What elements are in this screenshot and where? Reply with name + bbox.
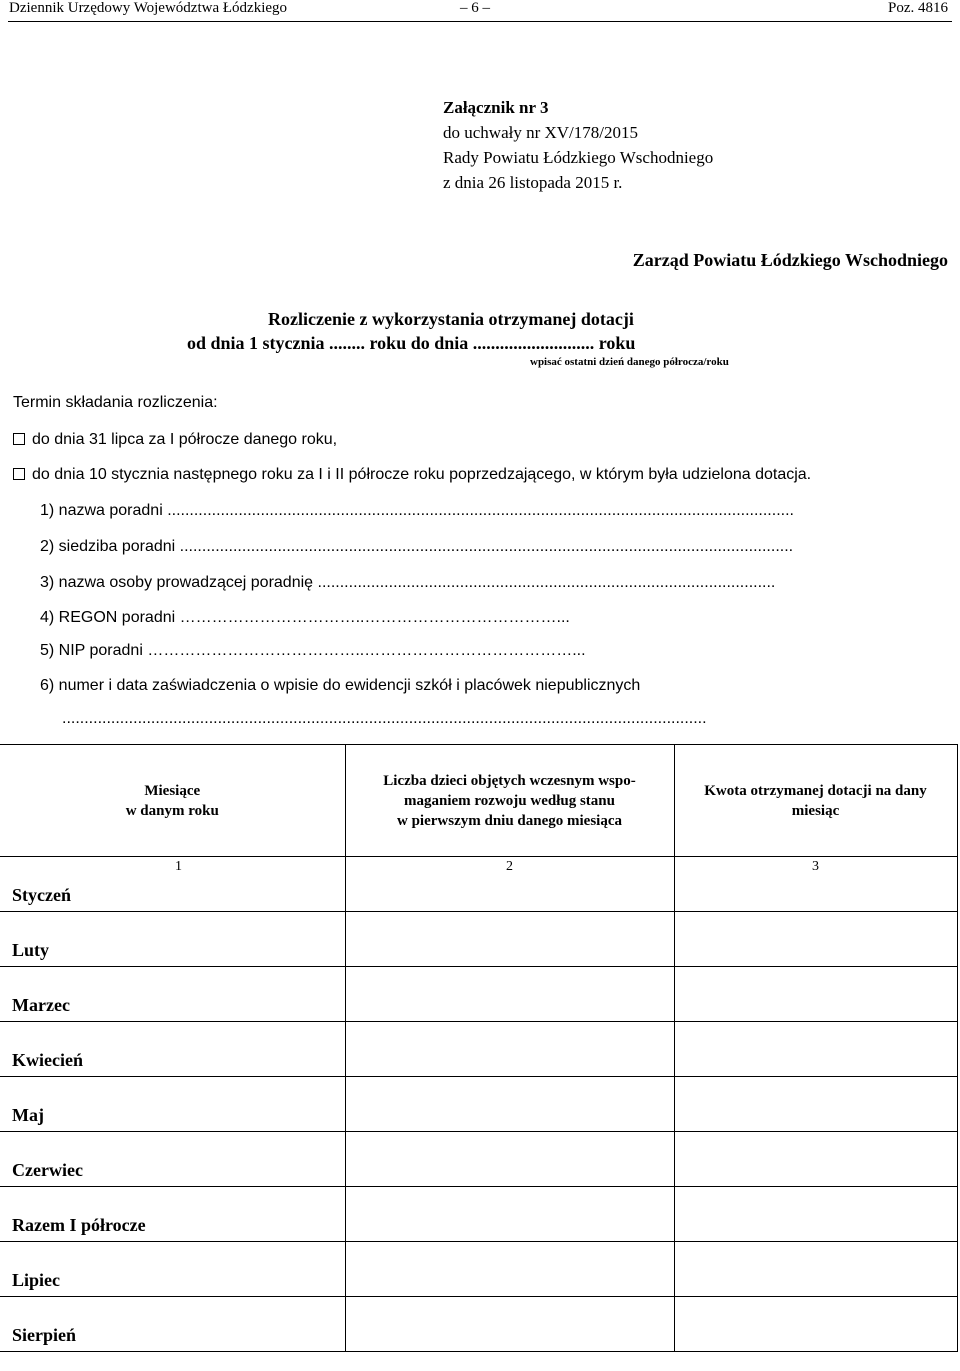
month-label: Luty xyxy=(0,912,345,967)
subsidy-amount-cell[interactable] xyxy=(674,1077,957,1132)
field-nip[interactable]: 5) NIP poradni …………………………………..…………………………………... xyxy=(40,642,586,659)
subsidy-amount-cell[interactable] xyxy=(674,967,957,1022)
subsidy-amount-cell[interactable] xyxy=(674,1242,957,1297)
header-children-count: Liczba dzieci objętych wczesnym wspo- maganiem rozwoju według stanu w pierwszym dniu danego miesiąca xyxy=(345,745,674,857)
children-count-cell[interactable] xyxy=(345,1022,674,1077)
header-position: Poz. 4816 xyxy=(888,0,948,16)
annex-date: z dnia 26 listopada 2015 r. xyxy=(443,173,623,192)
month-label: Lipiec xyxy=(0,1242,345,1297)
table-row xyxy=(0,1242,957,1297)
period-note: wpisać ostatni dzień danego półrocza/roku xyxy=(530,356,729,368)
column-number: 3 xyxy=(812,859,819,874)
settlement-title: Rozliczenie z wykorzystania otrzymanej dotacji xyxy=(268,309,634,329)
children-count-cell[interactable] xyxy=(345,1132,674,1187)
subsidy-amount-cell[interactable] xyxy=(674,1132,957,1187)
deadline-option-2-label: do dnia 10 stycznia następnego roku za I i II półrocze roku poprzedzającego, w którym była udzielona dotacja. xyxy=(32,466,812,483)
month-label: Razem I półrocze xyxy=(0,1187,345,1242)
month-label: Maj xyxy=(0,1077,345,1132)
field-registration-certificate: 6) numer i data zaświadczenia o wpisie do ewidencji szkół i placówek niepublicznych xyxy=(40,677,641,694)
column-number: 1 2 xyxy=(175,859,513,874)
subsidy-amount-cell[interactable] xyxy=(674,912,957,967)
children-count-cell[interactable] xyxy=(345,967,674,1022)
table-header-row xyxy=(0,745,957,857)
header-rule xyxy=(8,21,952,22)
field-clinic-seat[interactable]: 2) siedziba poradni .......................................................................................................................................... xyxy=(40,538,794,555)
field-operator-name[interactable]: 3) nazwa osoby prowadzącej poradnię ....................................................................................................... xyxy=(40,574,776,591)
children-count-cell[interactable] xyxy=(345,1297,674,1352)
children-count-cell[interactable] xyxy=(345,912,674,967)
checkbox-icon[interactable] xyxy=(13,433,25,445)
subsidy-amount-cell[interactable] xyxy=(674,857,957,912)
monthly-table-wrapper xyxy=(0,744,958,1352)
month-label: Kwiecień xyxy=(0,1022,345,1077)
addressee: Zarząd Powiatu Łódzkiego Wschodniego xyxy=(632,250,948,270)
field-regon[interactable]: 4) REGON poradni ……………………………..………………………………... xyxy=(40,609,570,626)
annex-title: Załącznik nr 3 xyxy=(443,98,549,117)
field-registration-certificate-dots[interactable]: ................................................................................................................................................. xyxy=(62,710,707,727)
settlement-period: od dnia 1 stycznia ........ roku do dnia ........................... roku xyxy=(187,333,636,353)
children-count-cell[interactable] xyxy=(345,1077,674,1132)
table-row xyxy=(0,1022,957,1077)
monthly-subsidy-table xyxy=(0,744,958,1352)
month-label: Czerwiec xyxy=(0,1132,345,1187)
header-journal-name: Dziennik Urzędowy Województwa Łódzkiego xyxy=(9,0,288,16)
children-count-cell[interactable] xyxy=(345,1187,674,1242)
deadline-option-1-label: do dnia 31 lipca za I półrocze danego roku, xyxy=(32,431,338,448)
deadline-heading: Termin składania rozliczenia: xyxy=(13,394,218,411)
children-count-cell[interactable] xyxy=(175,857,674,912)
checkbox-icon[interactable] xyxy=(13,468,25,480)
subsidy-amount-cell[interactable] xyxy=(674,1187,957,1242)
annex-resolution: do uchwały nr XV/178/2015 xyxy=(443,123,639,142)
header-months: Miesiące w danym roku xyxy=(0,745,345,857)
header-subsidy-amount: Kwota otrzymanej dotacji na dany miesiąc xyxy=(674,745,957,857)
table-row xyxy=(0,1187,957,1242)
table-row xyxy=(0,1077,957,1132)
subsidy-amount-cell[interactable] xyxy=(674,1297,957,1352)
table-row xyxy=(0,1132,957,1187)
month-label: Marzec xyxy=(0,967,345,1022)
table-row xyxy=(0,967,957,1022)
annex-block xyxy=(443,95,713,195)
month-label: Sierpień xyxy=(0,1297,345,1352)
table-row xyxy=(0,912,957,967)
subsidy-amount-cell[interactable] xyxy=(674,1022,957,1077)
field-clinic-name[interactable]: 1) nazwa poradni ............................................................................................................................................. xyxy=(40,502,794,519)
annex-council: Rady Powiatu Łódzkiego Wschodniego xyxy=(443,148,714,167)
deadline-option-2 xyxy=(13,466,811,484)
children-count-cell[interactable] xyxy=(345,1242,674,1297)
month-label: Styczeń xyxy=(0,857,345,912)
table-row xyxy=(0,1297,957,1352)
table-row xyxy=(0,857,957,912)
deadline-option-1 xyxy=(13,431,337,449)
header-page-number: – 6 – xyxy=(460,0,490,16)
